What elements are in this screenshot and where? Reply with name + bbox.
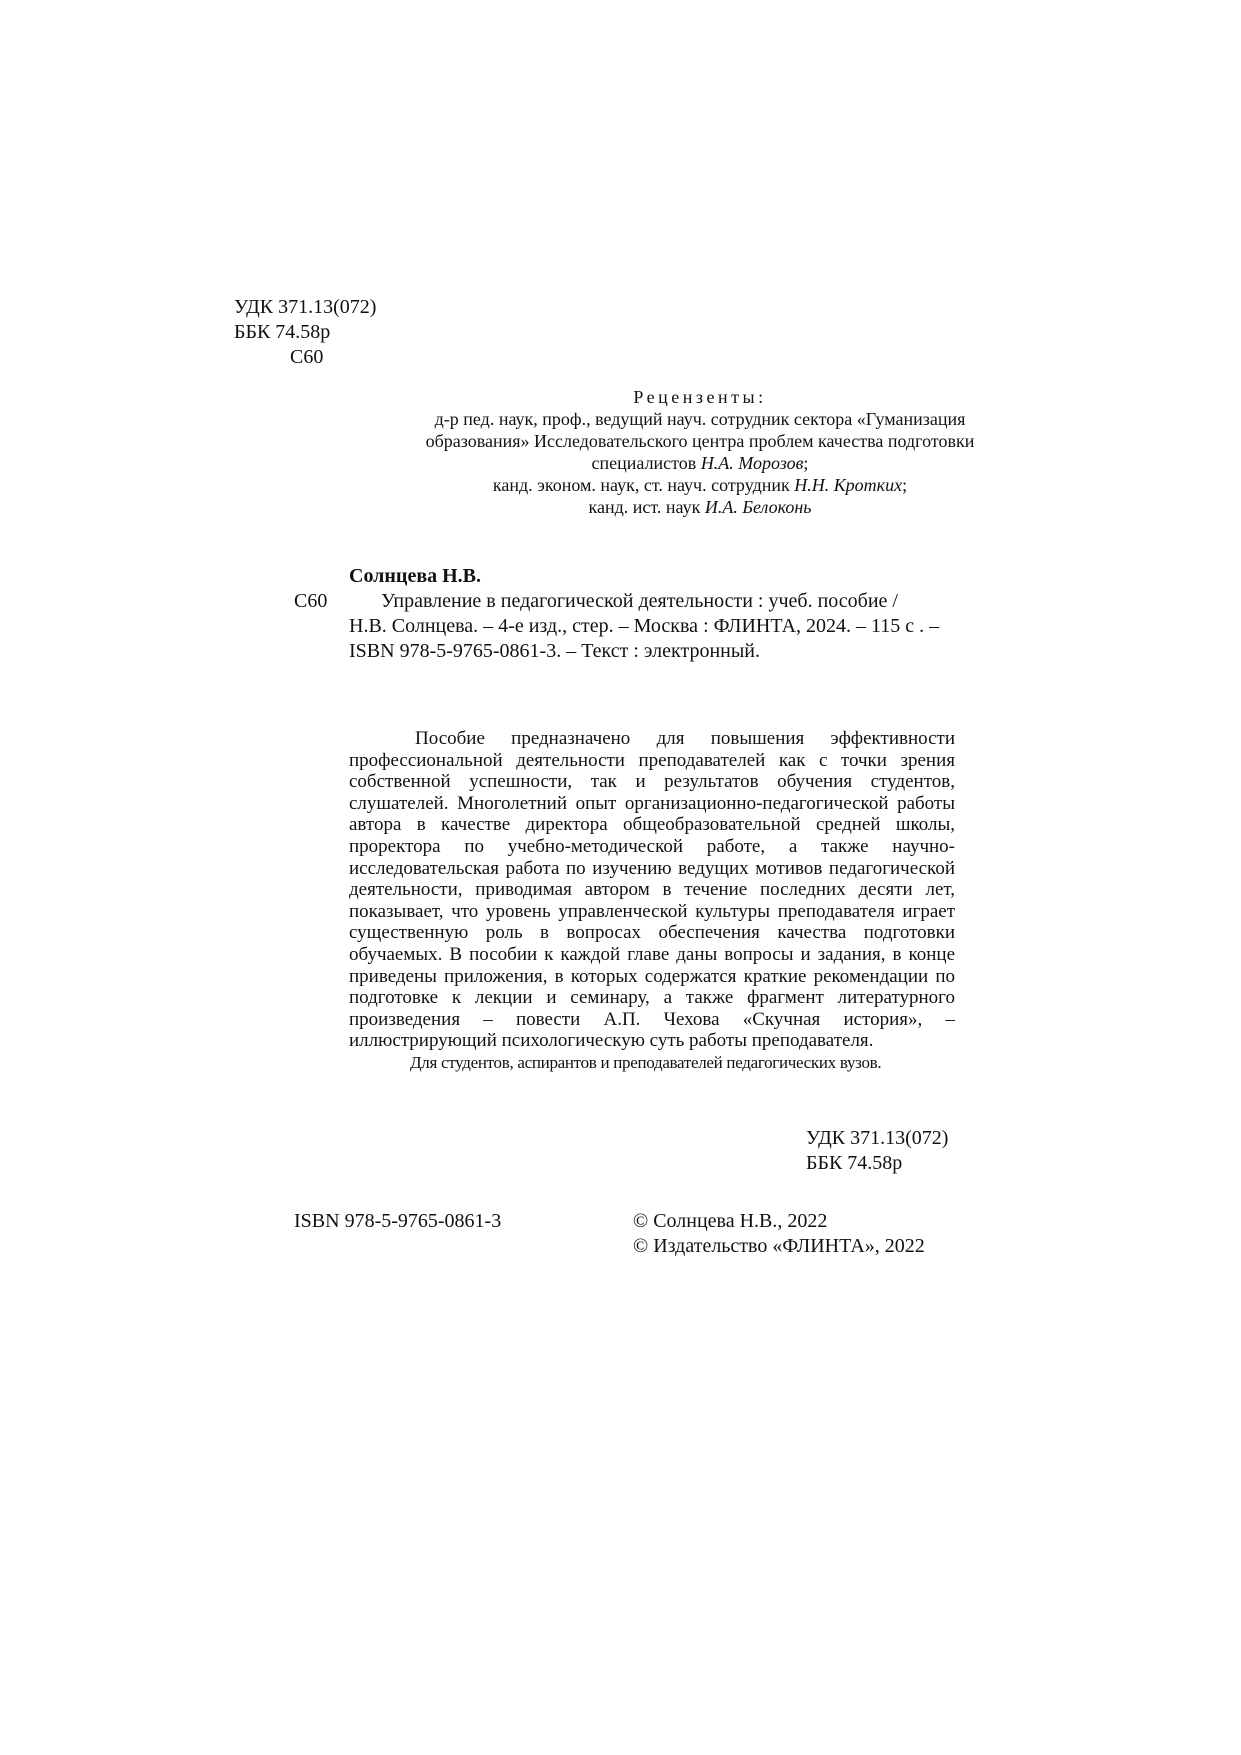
annotation-line: Пособие предназначено для повышения эффективности — [415, 728, 955, 749]
reviewer-2-text: канд. эконом. наук, ст. науч. сотрудник — [492, 475, 795, 495]
author-mark: С60 — [290, 346, 324, 368]
annotation-line: исследовательская работа по изучению ведущих мотивов педагогической — [349, 857, 955, 879]
bib-line-3: ISBN 978-5-9765-0861-3. – Текст : электронный. — [349, 640, 760, 662]
reviewer-3 — [300, 496, 1100, 518]
annotation-line: произведения – повести А.П. Чехова «Скучная история», – — [349, 1008, 955, 1030]
copyright-publisher: © Издательство «ФЛИНТА», 2022 — [633, 1235, 925, 1257]
bbk-code: ББК 74.58р — [234, 321, 331, 343]
reviewer-3-text: канд. ист. наук — [588, 497, 705, 517]
bib-code: С60 — [294, 590, 328, 612]
audience-note: Для студентов, аспирантов и преподавателей педагогических вузов. — [410, 1053, 882, 1072]
reviewers-block — [300, 386, 1100, 518]
reviewer-1-line-1: д-р пед. наук, проф., ведущий науч. сотрудник сектора «Гуманизация — [434, 409, 966, 429]
footer-udk: УДК 371.13(072) — [806, 1127, 949, 1149]
reviewer-2-name: Н.Н. Кротких — [794, 475, 903, 495]
reviewers-heading: Рецензенты: — [633, 387, 767, 407]
reviewer-2: канд. эконом. наук, ст. науч. сотрудник Н.Н. Кротких; — [492, 475, 908, 495]
annotation-line: проректора по учебно-методической работе, а также научно- — [349, 835, 955, 857]
reviewer-3-name: И.А. Белоконь — [704, 497, 812, 517]
annotation-line: автора в качестве директора общеобразовательной средней школы, — [349, 814, 955, 836]
annotation-line: деятельности, приводимая автором в течение последних десяти лет, — [349, 879, 955, 901]
annotation — [349, 728, 955, 1052]
udk-code: УДК 371.13(072) — [234, 296, 377, 318]
annotation-line: показывает, что уровень управленческой культуры преподавателя играет — [349, 900, 955, 922]
reviewer-1-line-3: специалистов Н.А. Морозов; — [591, 453, 809, 473]
annotation-line: профессиональной деятельности преподавателей как с точки зрения — [349, 749, 955, 771]
bib-line-1: Управление в педагогической деятельности : учеб. пособие / — [381, 590, 898, 612]
bib-author: Солнцева Н.В. — [349, 565, 482, 587]
reviewer-1-name: Н.А. Морозов — [700, 453, 804, 473]
annotation-line: подготовке к лекции и семинару, а также фрагмент литературного — [349, 987, 955, 1009]
annotation-line: собственной успешности, так и результатов обучения студентов, — [349, 771, 955, 793]
annotation-line: существенную роль в вопросах обеспечения качества подготовки — [349, 922, 955, 944]
annotation-line: приведены приложения, в которых содержатся краткие рекомендации по — [349, 965, 955, 987]
footer-bbk: ББК 74.58р — [806, 1152, 903, 1174]
reviewer-1-line-2: образования» Исследовательского центра проблем качества подготовки — [425, 431, 975, 451]
annotation-line: обучаемых. В пособии к каждой главе даны вопросы и задания, в конце — [349, 943, 955, 965]
annotation-line: слушателей. Многолетний опыт организационно-педагогической работы — [349, 792, 955, 814]
annotation-line: иллюстрирующий психологическую суть работы преподавателя. — [349, 1030, 874, 1052]
isbn: ISBN 978-5-9765-0861-3 — [294, 1210, 502, 1232]
reviewer-1-text: специалистов — [591, 453, 701, 473]
copyright-author: © Солнцева Н.В., 2022 — [633, 1210, 828, 1232]
bib-line-2: Н.В. Солнцева. – 4-е изд., стер. – Москва : ФЛИНТА, 2024. – 115 с . – — [349, 615, 940, 637]
